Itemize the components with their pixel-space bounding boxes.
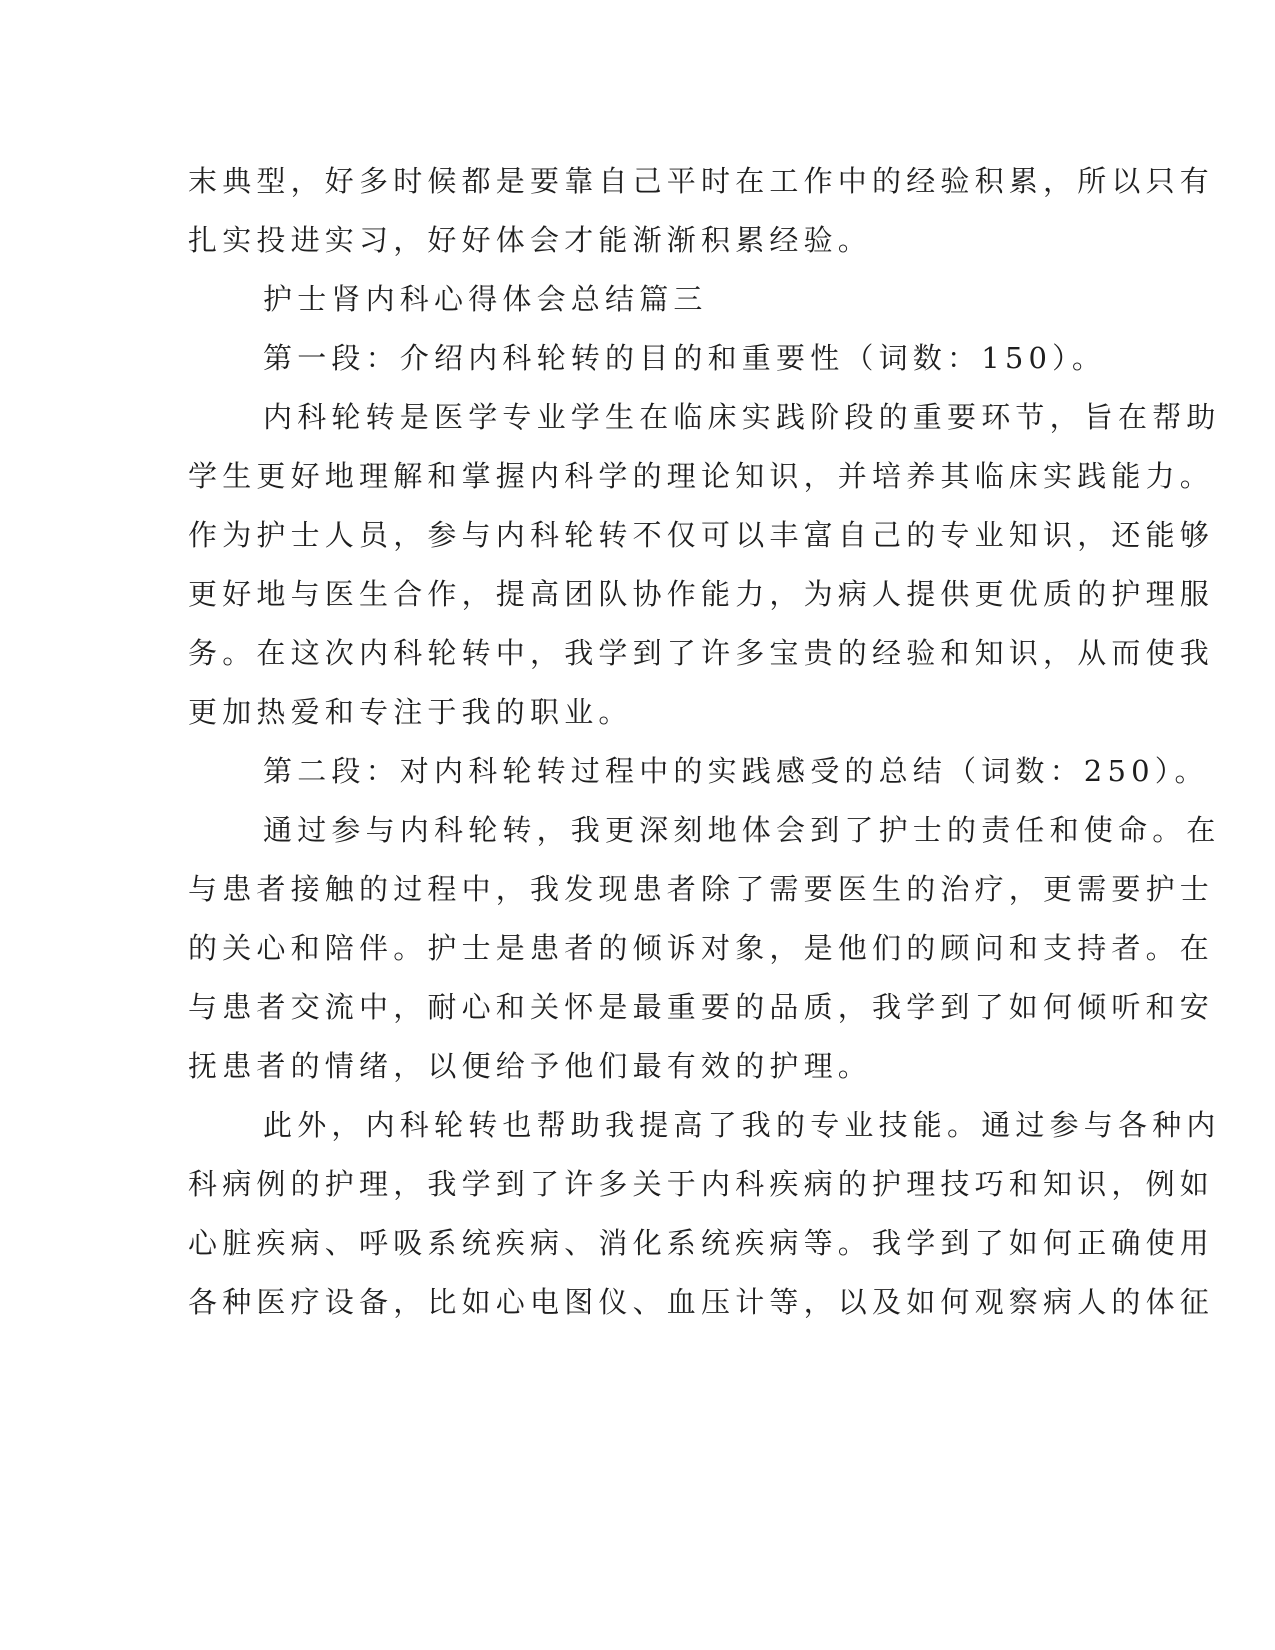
text-line: 通过参与内科轮转，我更深刻地体会到了护士的责任和使命。在 (263, 813, 1221, 847)
text-line: 作为护士人员，参与内科轮转不仅可以丰富自己的专业知识，还能够 (188, 518, 1215, 552)
text-line: 末典型，好多时候都是要靠自己平时在工作中的经验积累，所以只有 (188, 164, 1215, 198)
text-line: 各种医疗设备，比如心电图仪、血压计等，以及如何观察病人的体征 (188, 1285, 1215, 1319)
text-line: 与患者交流中，耐心和关怀是最重要的品质，我学到了如何倾听和安 (188, 990, 1215, 1024)
text-line: 与患者接触的过程中，我发现患者除了需要医生的治疗，更需要护士 (188, 872, 1215, 906)
text-line: 学生更好地理解和掌握内科学的理论知识，并培养其临床实践能力。 (188, 459, 1215, 493)
section-title: 护士肾内科心得体会总结篇三 (263, 282, 708, 316)
text-line: 科病例的护理，我学到了许多关于内科疾病的护理技巧和知识，例如 (188, 1167, 1215, 1201)
text-line: 的关心和陪伴。护士是患者的倾诉对象，是他们的顾问和支持者。在 (188, 931, 1215, 965)
text-line: 心脏疾病、呼吸系统疾病、消化系统疾病等。我学到了如何正确使用 (188, 1226, 1215, 1260)
text-line: 内科轮转是医学专业学生在临床实践阶段的重要环节，旨在帮助 (263, 400, 1221, 434)
text-line: 务。在这次内科轮转中，我学到了许多宝贵的经验和知识，从而使我 (188, 636, 1215, 670)
text-line: 更加热爱和专注于我的职业。 (188, 695, 633, 729)
text-line: 此外，内科轮转也帮助我提高了我的专业技能。通过参与各种内 (263, 1108, 1221, 1142)
text-line: 更好地与医生合作，提高团队协作能力，为病人提供更优质的护理服 (188, 577, 1215, 611)
text-line: 抚患者的情绪，以便给予他们最有效的护理。 (188, 1049, 873, 1083)
paragraph-heading: 第二段：对内科轮转过程中的实践感受的总结（词数：250）。 (263, 754, 1209, 788)
paragraph-heading: 第一段：介绍内科轮转的目的和重要性（词数：150）。 (263, 341, 1107, 375)
text-line: 扎实投进实习，好好体会才能渐渐积累经验。 (188, 223, 873, 257)
